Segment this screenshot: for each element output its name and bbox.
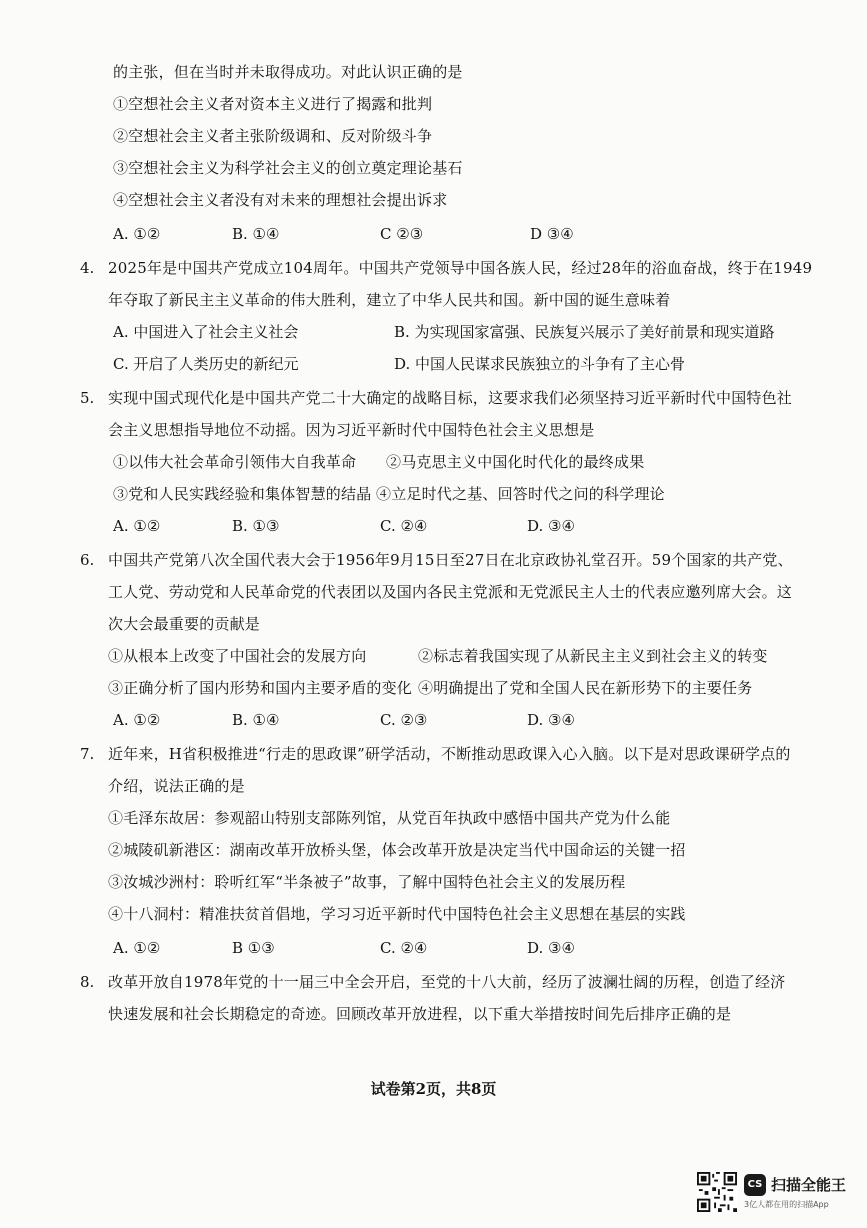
q4-number: 4. <box>80 259 95 277</box>
qr-code-icon <box>697 1172 737 1212</box>
q3-item-3: ③空想社会主义为科学社会主义的创立奠定理论基石 <box>113 159 463 177</box>
q6-stem-line-2: 工人党、劳动党和人民革命党的代表团以及国内各民主党派和无党派民主人士的代表应邀列席大会。这 <box>108 583 793 601</box>
q3-option-a: A. ①② <box>113 225 161 243</box>
q7-stem-line-1: 近年来，H省积极推进“行走的思政课”研学活动，不断推动思政课入心入脑。以下是对思政课研学点的 <box>108 745 791 763</box>
q7-stem-line-2: 介绍，说法正确的是 <box>108 777 245 795</box>
q3-item-2: ②空想社会主义者主张阶级调和、反对阶级斗争 <box>113 127 433 145</box>
q6-item-3: ③正确分析了国内形势和国内主要矛盾的变化 <box>108 679 413 697</box>
q7-option-c: C. ②④ <box>380 939 428 957</box>
q5-stem-line-2: 会主义思想指导地位不动摇。因为习近平新时代中国特色社会主义思想是 <box>108 421 595 439</box>
q6-stem-line-1: 中国共产党第八次全国代表大会于1956年9月15日至27日在北京政协礼堂召开。59个国家的共产党、 <box>108 551 793 569</box>
q6-option-b: B. ①④ <box>232 711 280 729</box>
q5-option-c: C. ②④ <box>380 517 428 535</box>
q4-option-d: D. 中国人民谋求民族独立的斗争有了主心骨 <box>394 355 686 373</box>
q7-option-d: D. ③④ <box>527 939 575 957</box>
q7-option-a: A. ①② <box>113 939 161 957</box>
q5-item-4: ④立足时代之基、回答时代之问的科学理论 <box>376 485 665 503</box>
q8-stem-line-1: 改革开放自1978年党的十一届三中全会开启，至党的十八大前，经历了波澜壮阔的历程，创造了经济 <box>108 973 786 991</box>
q4-stem-line-1: 2025年是中国共产党成立104周年。中国共产党领导中国各族人民，经过28年的浴血奋战，终于在1949 <box>108 259 813 277</box>
q6-number: 6. <box>80 551 95 569</box>
q5-option-a: A. ①② <box>113 517 161 535</box>
scanner-logo-icon: CS <box>744 1174 766 1196</box>
q6-option-d: D. ③④ <box>527 711 575 729</box>
q7-item-1: ①毛泽东故居：参观韶山特别支部陈列馆，从党百年执政中感悟中国共产党为什么能 <box>108 809 671 827</box>
q5-option-d: D. ③④ <box>527 517 575 535</box>
q7-item-4: ④十八洞村：精准扶贫首倡地，学习习近平新时代中国特色社会主义思想在基层的实践 <box>108 905 686 923</box>
q4-option-c: C. 开启了人类历史的新纪元 <box>113 355 299 373</box>
q6-item-2: ②标志着我国实现了从新民主主义到社会主义的转变 <box>418 647 768 665</box>
q7-item-2: ②城陵矶新港区：湖南改革开放桥头堡，体会改革开放是决定当代中国命运的关键一招 <box>108 841 686 859</box>
q7-option-b: B ①③ <box>232 939 275 957</box>
q3-item-1: ①空想社会主义者对资本主义进行了揭露和批判 <box>113 95 433 113</box>
page-footer: 试卷第2页，共8页 <box>370 1080 497 1098</box>
scanner-brand-name: 扫描全能王 <box>771 1176 847 1194</box>
q4-stem-line-2: 年夺取了新民主主义革命的伟大胜利，建立了中华人民共和国。新中国的诞生意味着 <box>108 291 671 309</box>
q6-option-a: A. ①② <box>113 711 161 729</box>
q7-number: 7. <box>80 745 95 763</box>
q8-stem-line-2: 快速发展和社会长期稳定的奇迹。回顾改革开放进程，以下重大举措按时间先后排序正确的是 <box>108 1005 732 1023</box>
q3-option-d: D ③④ <box>530 225 574 243</box>
q4-option-a: A. 中国进入了社会主义社会 <box>113 323 299 341</box>
q5-item-1: ①以伟大社会革命引领伟大自我革命 <box>113 453 357 471</box>
q8-number: 8. <box>80 973 95 991</box>
q5-number: 5. <box>80 389 95 407</box>
q3-option-b: B. ①④ <box>232 225 280 243</box>
q6-item-4: ④明确提出了党和全国人民在新形势下的主要任务 <box>418 679 753 697</box>
q5-item-2: ②马克思主义中国化时代化的最终成果 <box>386 453 645 471</box>
scanner-tagline: 3亿人都在用的扫描App <box>744 1200 829 1209</box>
q6-stem-line-3: 次大会最重要的贡献是 <box>108 615 261 633</box>
q6-option-c: C. ②③ <box>380 711 428 729</box>
q3-item-4: ④空想社会主义者没有对未来的理想社会提出诉求 <box>113 191 448 209</box>
q5-item-3: ③党和人民实践经验和集体智慧的结晶 <box>113 485 372 503</box>
q7-item-3: ③汝城沙洲村：聆听红军“半条被子”故事，了解中国特色社会主义的发展历程 <box>108 873 626 891</box>
q5-option-b: B. ①③ <box>232 517 280 535</box>
q3-stem: 的主张，但在当时并未取得成功。对此认识正确的是 <box>113 63 463 81</box>
q4-option-b: B. 为实现国家富强、民族复兴展示了美好前景和现实道路 <box>394 323 775 341</box>
q5-stem-line-1: 实现中国式现代化是中国共产党二十大确定的战略目标，这要求我们必须坚持习近平新时代中国特色社 <box>108 389 793 407</box>
q6-item-1: ①从根本上改变了中国社会的发展方向 <box>108 647 367 665</box>
q3-option-c: C ②③ <box>380 225 424 243</box>
